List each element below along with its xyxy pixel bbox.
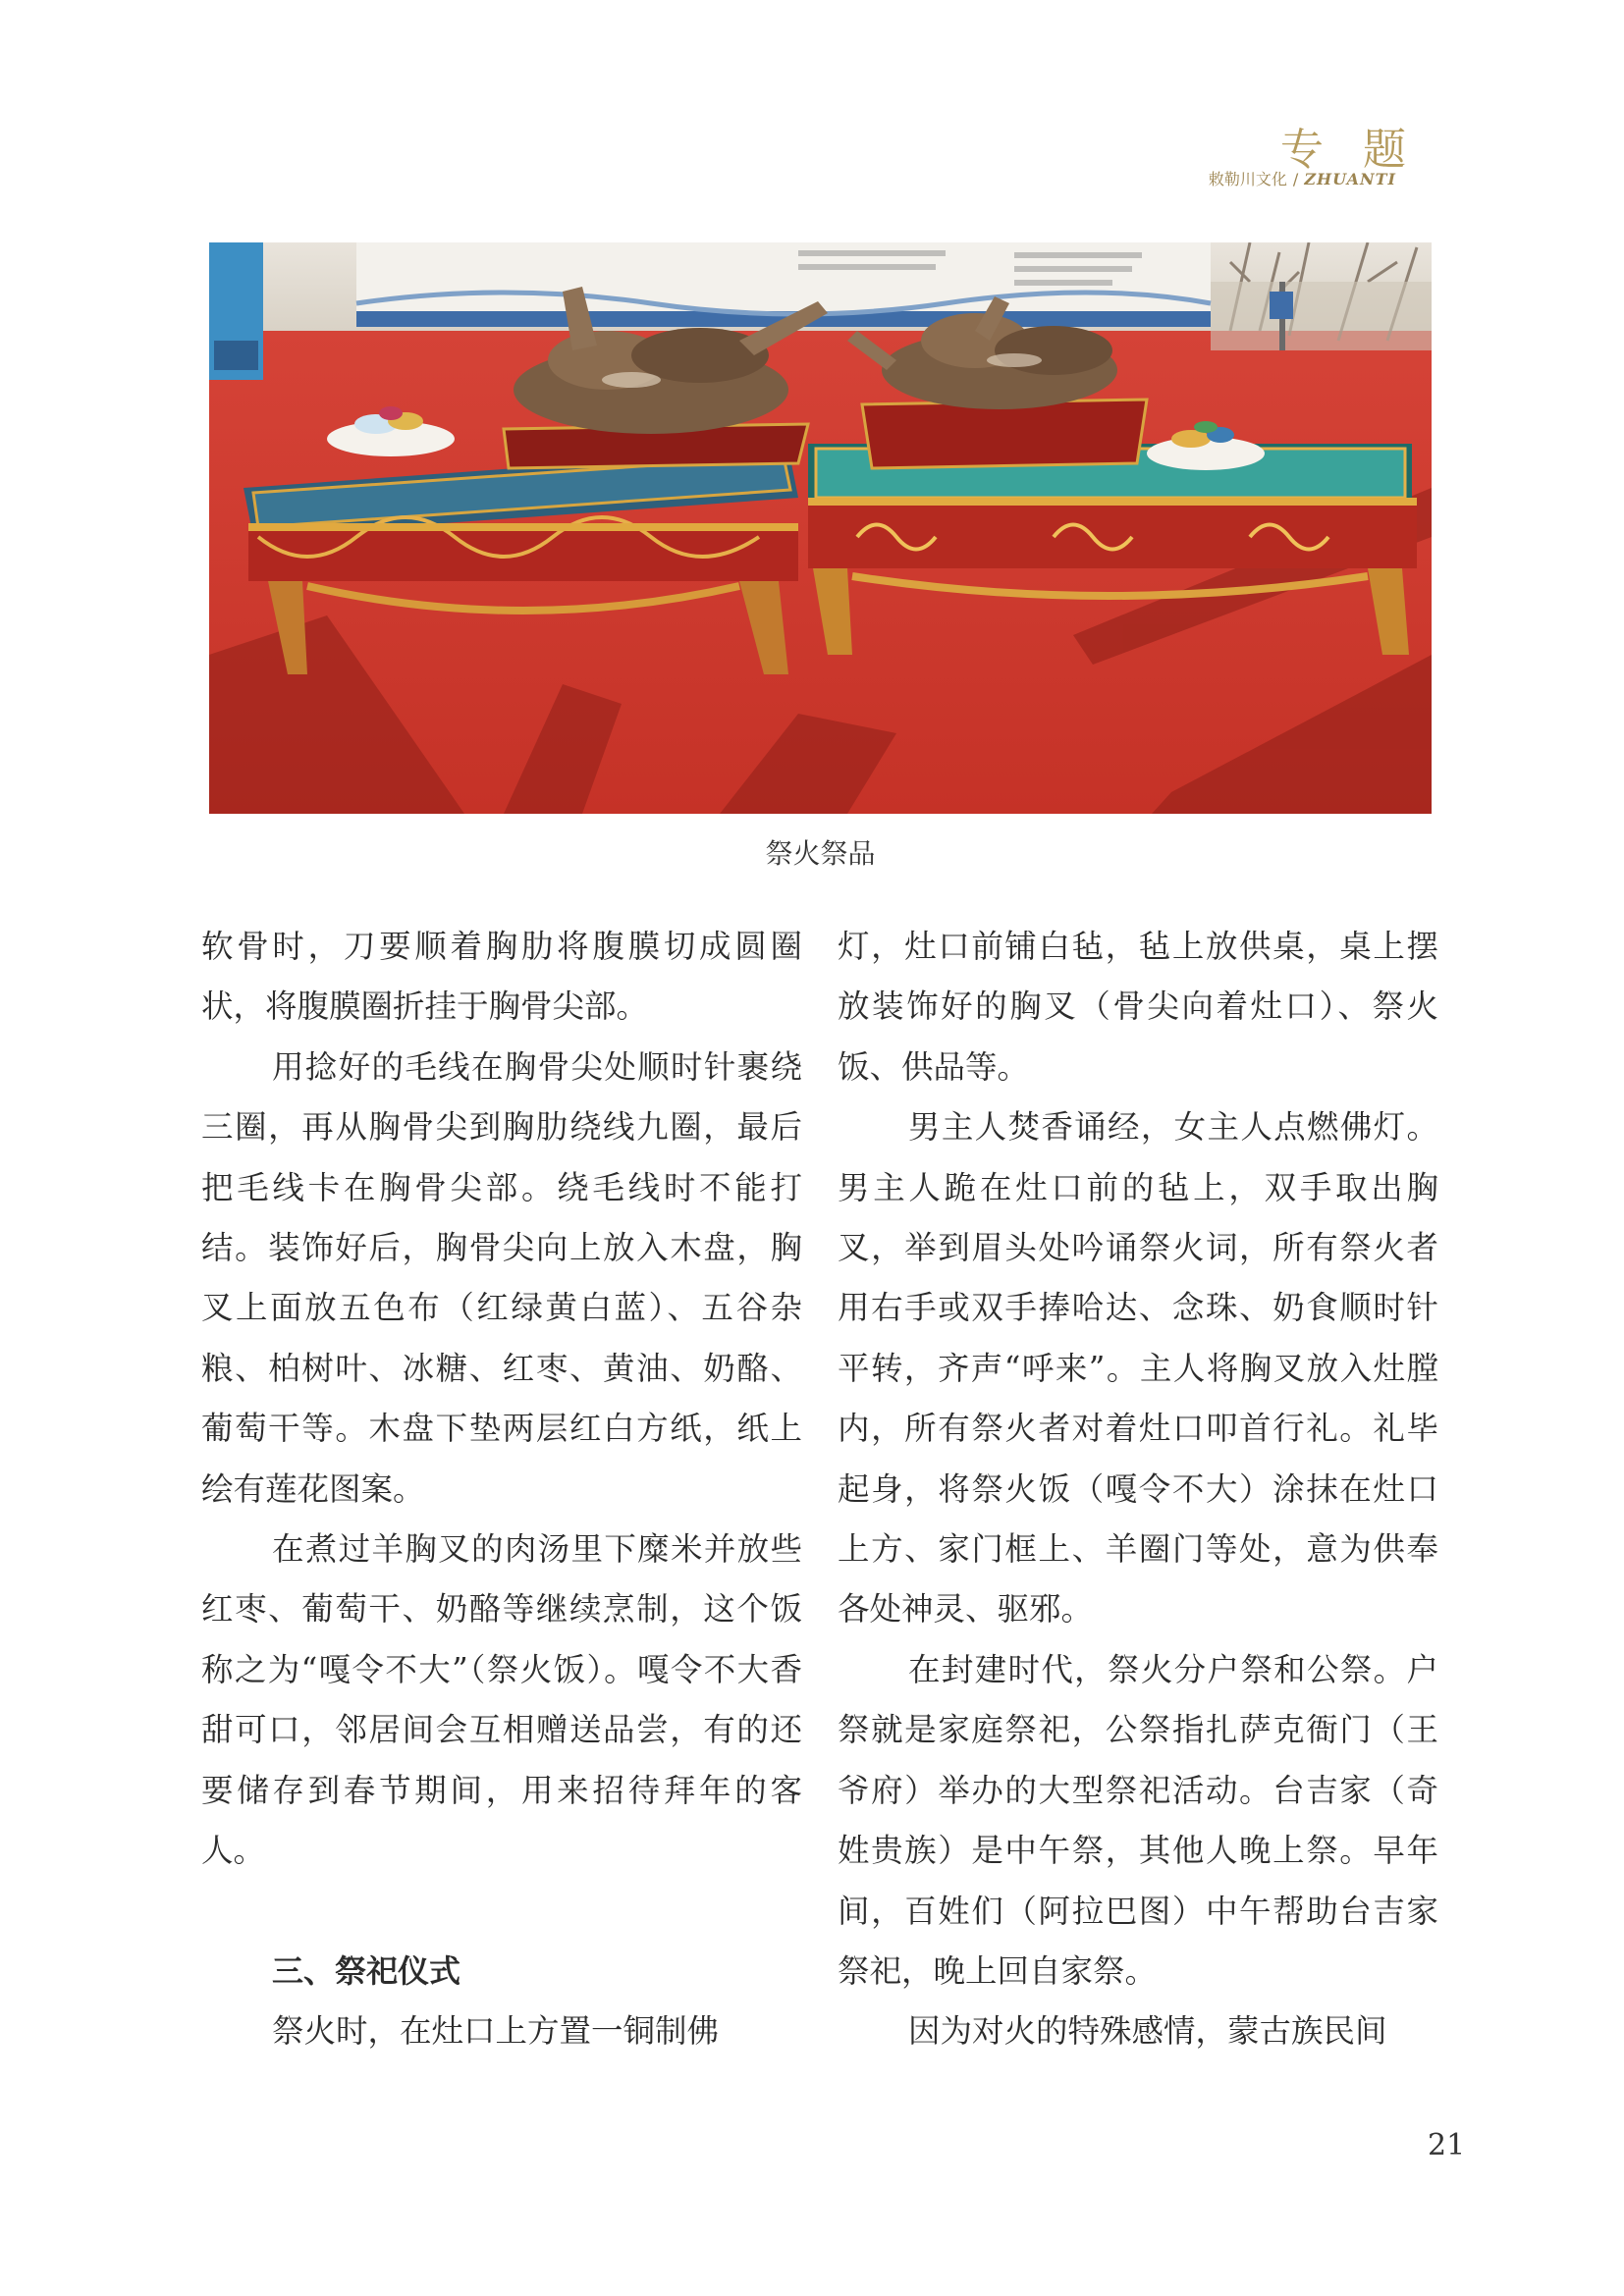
section-title: 专题 — [1280, 125, 1445, 175]
photo-illustration — [209, 242, 1432, 814]
header-subtitle — [1209, 167, 1396, 189]
paragraph: 男主人焚香诵经，女主人点燃佛灯。男主人跪在灶口前的毡上，双手取出胸叉，举到眉头处吟诵祭火词，所有祭火者用右手或双手捧哈达、念珠、奶食顺时针平转，齐声“呼来”。主人将胸叉放入灶膛内，所有祭火者对着灶口叩首行礼。礼毕起身，将祭火饭（嘎令不大）涂抹在灶口上方、家门框上、羊圈门等处，意为供奉各处神灵、驱邪。 — [838, 1108, 1438, 1629]
paragraph: 祭火时，在灶口上方置一铜制佛 — [272, 2011, 720, 2050]
paragraph: 用捻好的毛线在胸骨尖处顺时针裹绕三圈，再从胸骨尖到胸肋绕线九圈，最后把毛线卡在胸骨尖部。绕毛线时不能打结。装饰好后，胸骨尖向上放入木盘，胸叉上面放五色布（红绿黄白蓝）、五谷杂粮、柏树叶、冰糖、红枣、黄油、奶酪、葡萄干等。木盘下垫两层红白方纸，纸上绘有莲花图案。 — [201, 1047, 802, 1508]
magazine-name: 敕勒川文化 — [1208, 170, 1287, 188]
section-latin: ZHUANTI — [1304, 170, 1396, 188]
column-left — [201, 917, 802, 2061]
paragraph: 在封建时代，祭火分户祭和公祭。户祭就是家庭祭祀，公祭指扎萨克衙门（王爷府）举办的大型祭祀活动。台吉家（奇姓贵族）是中午祭，其他人晚上祭。早年间，百姓们（阿拉巴图）中午帮助台吉家祭祀，晚上回自家祭。 — [838, 1650, 1438, 1990]
paragraph: 在煮过羊胸叉的肉汤里下糜米并放些红枣、葡萄干、奶酪等继续烹制，这个饭称之为“嘎令不大”（祭火饭）。嘎令不大香甜可口，邻居间会互相赠送品尝，有的还要储存到春节期间，用来招待拜年的客人。 — [201, 1530, 802, 1870]
paragraph: 因为对火的特殊感情，蒙古族民间 — [908, 2012, 1387, 2051]
photo-fire-offerings — [209, 242, 1432, 814]
paragraph: 软骨时，刀要顺着胸肋将腹膜切成圆圈状，将腹膜圈折挂于胸骨尖部。 — [201, 928, 802, 1026]
paragraph: 灯，灶口前铺白毡，毡上放供桌，桌上摆放装饰好的胸叉（骨尖向着灶口）、祭火饭、供品等。 — [838, 928, 1438, 1086]
column-right — [838, 917, 1438, 2062]
header-separator: / — [1292, 170, 1299, 188]
page-number: 21 — [1428, 2128, 1466, 2163]
section-heading: 三、祭祀仪式 — [272, 1951, 461, 1990]
photo-caption: 祭火祭品 — [765, 837, 876, 870]
